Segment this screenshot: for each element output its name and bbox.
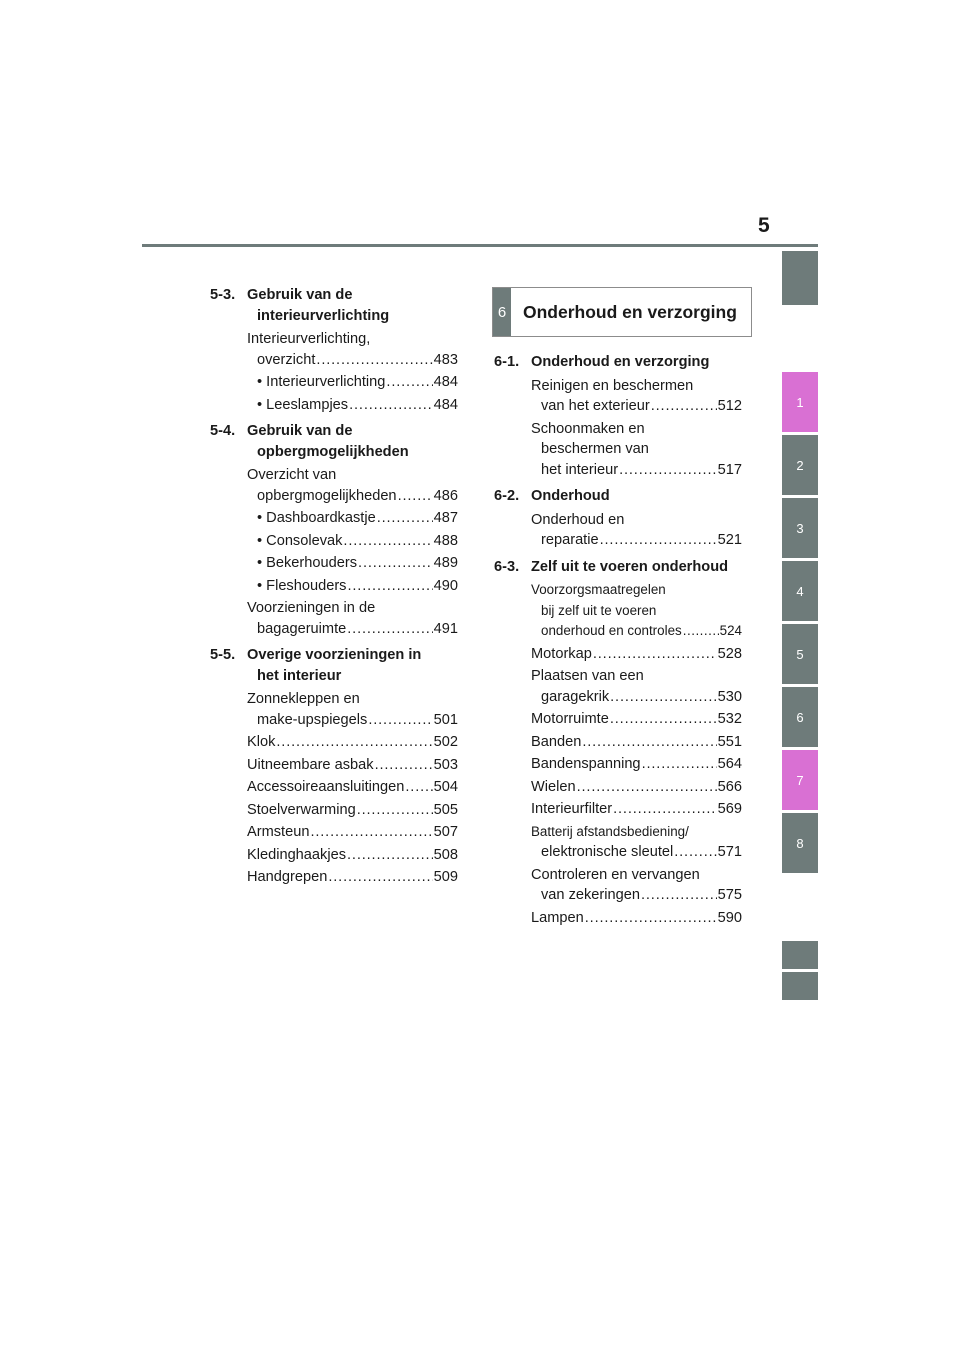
entry-text: van zekeringen bbox=[541, 887, 640, 903]
leader-dots bbox=[347, 576, 432, 597]
section-heading bbox=[494, 486, 742, 507]
header-rule bbox=[142, 244, 818, 247]
section-title-line: interieurverlichting bbox=[257, 307, 390, 324]
leader-dots bbox=[641, 885, 717, 906]
section-heading bbox=[494, 352, 742, 373]
toc-entry[interactable] bbox=[247, 372, 458, 393]
entry-text: Plaatsen van een bbox=[531, 668, 644, 684]
section-title bbox=[247, 421, 458, 462]
entry-text: Interieurfilter bbox=[531, 801, 613, 817]
entry-page: 509 bbox=[433, 869, 458, 885]
leader-dots bbox=[328, 867, 432, 888]
entry-text: onderhoud en controles bbox=[541, 623, 682, 638]
entry-text: van het exterieur bbox=[541, 398, 650, 414]
section-title-line: Onderhoud bbox=[531, 488, 610, 504]
chapter-tab-top[interactable] bbox=[782, 251, 818, 305]
chapter-tab-label: 5 bbox=[796, 646, 804, 662]
leader-dots bbox=[357, 800, 433, 821]
entry-page: 484 bbox=[433, 374, 458, 390]
leader-dots bbox=[398, 486, 433, 507]
leader-dots bbox=[347, 619, 432, 640]
entry-page: 521 bbox=[717, 532, 742, 548]
entry-text: Stoelverwarming bbox=[247, 801, 356, 818]
chapter-tab-8[interactable] bbox=[782, 813, 818, 873]
section-title-line: Zelf uit te voeren onderhoud bbox=[531, 558, 729, 575]
entry-text: make-upspiegels bbox=[257, 711, 368, 728]
entry-page: 590 bbox=[717, 909, 742, 926]
toc-entry[interactable] bbox=[531, 908, 742, 929]
toc-entry[interactable] bbox=[531, 732, 742, 753]
entry-text: Voorzieningen in de bbox=[247, 600, 376, 616]
toc-entry[interactable] bbox=[247, 576, 458, 597]
toc-entry[interactable] bbox=[247, 553, 458, 574]
page-number: 5 bbox=[758, 214, 770, 237]
leader-dots bbox=[613, 799, 717, 820]
entry-text: • Fleshouders bbox=[257, 577, 347, 594]
section-title bbox=[531, 557, 742, 578]
toc-entry[interactable] bbox=[531, 419, 742, 481]
entry-page: 512 bbox=[717, 398, 742, 414]
leader-dots bbox=[343, 531, 432, 552]
entry-text: elektronische sleutel bbox=[541, 844, 674, 860]
entry-page: 503 bbox=[433, 756, 458, 773]
leader-dots bbox=[377, 508, 433, 529]
toc-entry[interactable] bbox=[247, 845, 458, 866]
entry-text: • Consolevak bbox=[257, 532, 343, 549]
entry-text: Kledinghaakjes bbox=[247, 846, 346, 863]
toc-entry[interactable] bbox=[531, 510, 742, 551]
leader-dots bbox=[349, 395, 433, 416]
entry-page: 528 bbox=[717, 645, 742, 662]
chapter-tab-label: 1 bbox=[796, 394, 804, 410]
leader-dots bbox=[276, 732, 432, 753]
entry-page: 489 bbox=[433, 555, 458, 571]
chapter-tab-2[interactable] bbox=[782, 435, 818, 495]
section-heading bbox=[210, 645, 458, 686]
chapter-tab-label: 7 bbox=[796, 772, 804, 788]
section-number: 5-3. bbox=[210, 287, 236, 303]
entry-text: Batterij afstandsbediening/ bbox=[531, 823, 689, 839]
leader-dots bbox=[683, 621, 719, 642]
entry-text: beschermen van bbox=[541, 441, 649, 457]
entry-text: Armsteun bbox=[247, 824, 310, 840]
entry-page: 564 bbox=[717, 756, 742, 772]
toc-entry[interactable] bbox=[531, 580, 742, 642]
section-title-line: Gebruik van de bbox=[247, 287, 353, 303]
toc-entry[interactable] bbox=[247, 867, 458, 888]
entry-page: 490 bbox=[433, 577, 458, 594]
toc-entry[interactable] bbox=[247, 395, 458, 416]
leader-dots bbox=[386, 372, 432, 393]
entry-text: Motorkap bbox=[531, 645, 592, 662]
entry-page: 571 bbox=[717, 844, 742, 860]
section-title-line: het interieur bbox=[257, 667, 342, 684]
section-number: 6-1. bbox=[494, 354, 520, 370]
entry-page: 505 bbox=[433, 801, 458, 818]
entry-text: Lampen bbox=[531, 909, 584, 926]
entry-text: Klok bbox=[247, 734, 276, 750]
chapter-tab-5[interactable] bbox=[782, 624, 818, 684]
leader-dots bbox=[651, 396, 717, 417]
chapter-tab-label: 3 bbox=[796, 520, 804, 536]
leader-dots bbox=[585, 908, 717, 929]
entry-text: Accessoireaansluitingen bbox=[247, 779, 405, 795]
entry-text: opbergmogelijkheden bbox=[257, 487, 397, 504]
chapter-tab-label: 4 bbox=[796, 583, 804, 599]
section-heading bbox=[210, 285, 458, 326]
toc-entry[interactable] bbox=[531, 865, 742, 906]
section-title bbox=[531, 486, 742, 507]
entry-text: • Dashboardkastje bbox=[257, 510, 376, 526]
entry-text: Zonnekleppen en bbox=[247, 691, 360, 707]
toc-right-column bbox=[494, 352, 742, 930]
leader-dots bbox=[582, 732, 716, 753]
leader-dots bbox=[405, 777, 432, 798]
leader-dots bbox=[347, 845, 433, 866]
entry-text: overzicht bbox=[257, 351, 316, 368]
entry-text: Motorruimte bbox=[531, 711, 609, 727]
section-number: 6-2. bbox=[494, 488, 520, 504]
section-number: 5-5. bbox=[210, 647, 236, 663]
entry-page: 524 bbox=[719, 623, 742, 638]
chapter-tab-label: 8 bbox=[796, 835, 804, 851]
entry-page: 530 bbox=[717, 688, 742, 705]
toc-entry[interactable] bbox=[531, 777, 742, 798]
chapter-tab-4[interactable] bbox=[782, 561, 818, 621]
entry-text: Schoonmaken en bbox=[531, 420, 645, 437]
entry-page: 551 bbox=[717, 733, 742, 750]
toc-entry[interactable] bbox=[531, 666, 742, 707]
chapter-tab-3[interactable] bbox=[782, 498, 818, 558]
chapter-number: 6 bbox=[493, 288, 511, 336]
entry-text: het interieur bbox=[541, 461, 619, 478]
entry-page: 484 bbox=[433, 396, 458, 413]
entry-text: Reinigen en beschermen bbox=[531, 377, 694, 394]
entry-text: Interieurverlichting, bbox=[247, 331, 371, 347]
chapter-tab-1[interactable] bbox=[782, 372, 818, 432]
entry-text: Uitneembare asbak bbox=[247, 756, 374, 773]
leader-dots bbox=[674, 842, 716, 863]
chapter-tab-index-a[interactable] bbox=[782, 941, 818, 969]
toc-entry[interactable] bbox=[247, 531, 458, 552]
section-title bbox=[247, 285, 458, 326]
toc-entry[interactable] bbox=[531, 709, 742, 730]
entry-text: garagekrik bbox=[541, 688, 610, 705]
section-title bbox=[531, 352, 742, 373]
leader-dots bbox=[310, 822, 432, 843]
entry-page: 566 bbox=[717, 778, 742, 795]
chapter-tab-index-b[interactable] bbox=[782, 972, 818, 1000]
section-title-line: Overige voorzieningen in bbox=[247, 647, 422, 663]
leader-dots bbox=[619, 460, 717, 481]
section-number: 5-4. bbox=[210, 423, 236, 439]
toc-entry[interactable] bbox=[247, 822, 458, 843]
toc-entry[interactable] bbox=[247, 329, 458, 370]
toc-entry[interactable] bbox=[531, 754, 742, 775]
leader-dots bbox=[375, 755, 433, 776]
chapter-tab-label: 2 bbox=[796, 457, 804, 473]
toc-entry[interactable] bbox=[247, 800, 458, 821]
entry-page: 517 bbox=[717, 461, 742, 478]
entry-text: • Bekerhouders bbox=[257, 555, 358, 571]
section-number: 6-3. bbox=[494, 558, 520, 575]
entry-page: 486 bbox=[433, 487, 458, 504]
chapter-title: Onderhoud en verzorging bbox=[523, 301, 737, 322]
toc-entry[interactable] bbox=[247, 689, 458, 730]
chapter-tab-label: 6 bbox=[796, 709, 804, 725]
leader-dots bbox=[358, 553, 433, 574]
toc-entry[interactable] bbox=[247, 598, 458, 639]
entry-text: Banden bbox=[531, 733, 582, 750]
entry-text: bagageruimte bbox=[257, 620, 347, 637]
toc-entry[interactable] bbox=[531, 822, 742, 863]
entry-text: Handgrepen bbox=[247, 869, 328, 885]
chapter-tab-7[interactable] bbox=[782, 750, 818, 810]
entry-page: 508 bbox=[433, 846, 458, 863]
toc-entry[interactable] bbox=[531, 799, 742, 820]
chapter-tab-6[interactable] bbox=[782, 687, 818, 747]
toc-entry[interactable] bbox=[247, 755, 458, 776]
entry-text: Bandenspanning bbox=[531, 756, 641, 772]
leader-dots bbox=[316, 350, 432, 371]
section-title-line: Onderhoud en verzorging bbox=[531, 354, 710, 370]
section-title-line: Gebruik van de bbox=[247, 423, 353, 439]
toc-entry[interactable] bbox=[247, 508, 458, 529]
leader-dots bbox=[368, 710, 432, 731]
entry-page: 487 bbox=[433, 510, 458, 526]
entry-page: 569 bbox=[717, 801, 742, 817]
entry-page: 488 bbox=[433, 532, 458, 549]
toc-left-column bbox=[210, 285, 458, 890]
entry-text: Overzicht van bbox=[247, 467, 337, 483]
entry-text: • Leeslampjes bbox=[257, 396, 349, 413]
entry-page: 483 bbox=[433, 351, 458, 368]
section-title-line: opbergmogelijkheden bbox=[257, 443, 409, 460]
chapter-tabs bbox=[782, 0, 818, 1358]
entry-text: • Interieurverlichting bbox=[257, 374, 386, 390]
entry-text: Controleren en vervangen bbox=[531, 866, 700, 883]
entry-page: 501 bbox=[433, 711, 458, 728]
section-heading bbox=[494, 557, 742, 578]
leader-dots bbox=[577, 777, 717, 798]
entry-page: 507 bbox=[433, 824, 458, 840]
entry-text: reparatie bbox=[541, 532, 599, 548]
toc-entry[interactable] bbox=[247, 465, 458, 506]
entry-text: Voorzorgsmaatregelen bbox=[531, 582, 666, 597]
section-heading bbox=[210, 421, 458, 462]
entry-page: 491 bbox=[433, 620, 458, 637]
leader-dots bbox=[610, 687, 717, 708]
toc-entry[interactable] bbox=[247, 777, 458, 798]
leader-dots bbox=[593, 644, 717, 665]
entry-page: 532 bbox=[717, 711, 742, 727]
entry-page: 504 bbox=[433, 779, 458, 795]
entry-text: Onderhoud en bbox=[531, 511, 625, 528]
entry-page: 575 bbox=[717, 887, 742, 903]
chapter-heading-box bbox=[492, 287, 752, 337]
leader-dots bbox=[610, 709, 717, 730]
toc-entry[interactable] bbox=[531, 644, 742, 665]
toc-entry[interactable] bbox=[531, 376, 742, 417]
toc-entry[interactable] bbox=[247, 732, 458, 753]
entry-text: bij zelf uit te voeren bbox=[541, 602, 657, 618]
section-title bbox=[247, 645, 458, 686]
leader-dots bbox=[600, 530, 717, 551]
entry-page: 502 bbox=[433, 734, 458, 750]
leader-dots bbox=[642, 754, 717, 775]
entry-text: Wielen bbox=[531, 778, 576, 795]
